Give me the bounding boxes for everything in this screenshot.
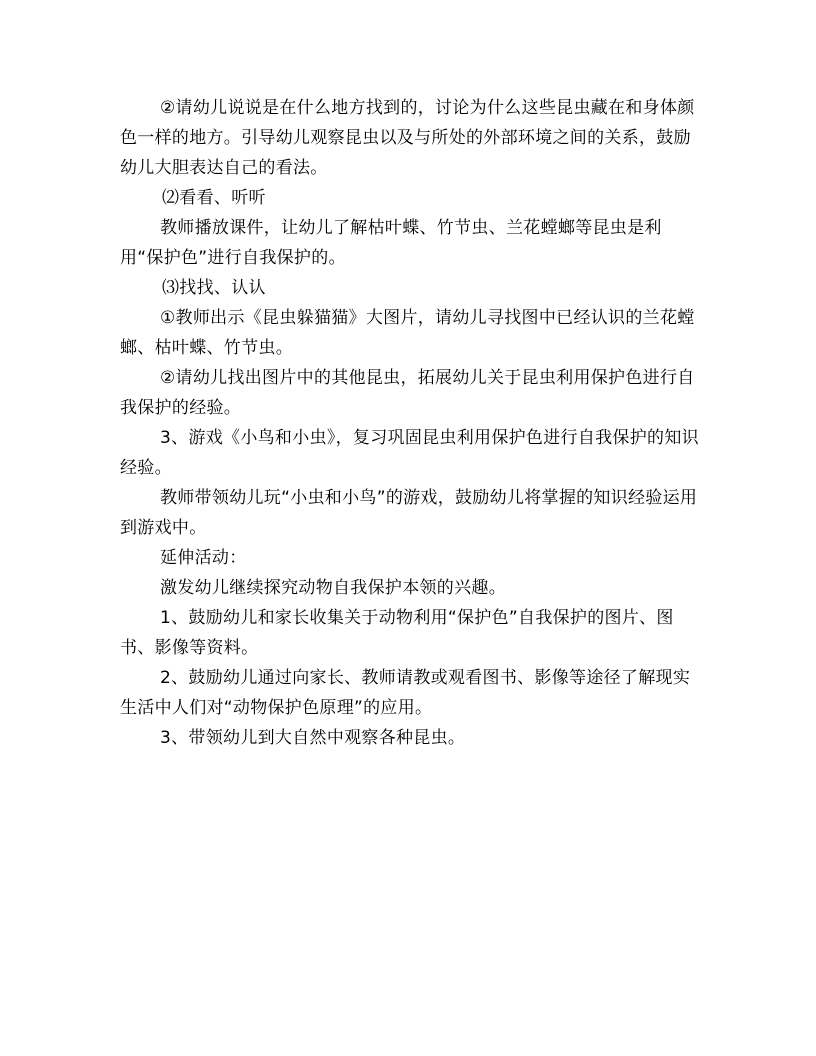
- paragraph-game-heading: 3、游戏《小鸟和小虫》，复习巩固昆虫利用保护色进行自我保护的知识经验。: [120, 428, 699, 478]
- paragraph-other-insects: ②请幼儿找出图片中的其他昆虫，拓展幼儿关于昆虫利用保护色进行自我保护的经验。: [120, 368, 695, 418]
- paragraph-question-location: ②请幼儿说说是在什么地方找到的，讨论为什么这些昆虫藏在和身体颜色一样的地方。引导幼儿观察昆虫以及与所处的外部环境之间的关系，鼓励幼儿大胆表达自己的看法。: [120, 98, 695, 178]
- list-item-observe-nature: 3、带领幼儿到大自然中观察各种昆虫。: [160, 728, 466, 748]
- paragraph-game-description: 教师带领幼儿玩“小虫和小鸟”的游戏，鼓励幼儿将掌握的知识经验运用到游戏中。: [120, 488, 698, 538]
- paragraph-hide-and-seek-picture: ①教师出示《昆虫躲猫猫》大图片，请幼儿寻找图中已经认识的兰花螳螂、枯叶蝶、竹节虫。: [120, 308, 695, 358]
- list-item-learn-applications: 2、鼓励幼儿通过向家长、教师请教或观看图书、影像等途径了解现实生活中人们对“动物保护色原理”的应用。: [120, 668, 691, 718]
- subheading-find-recognize: ⑶找找、认认: [162, 278, 266, 298]
- list-item-collect-materials: 1、鼓励幼儿和家长收集关于动物利用“保护色”自我保护的图片、图书、影像等资料。: [120, 608, 674, 658]
- subheading-extension-activity: 延伸活动：: [160, 548, 247, 568]
- paragraph-extension-goal: 激发幼儿继续探究动物自我保护本领的兴趣。: [160, 578, 506, 598]
- document-body: [120, 93, 700, 753]
- paragraph-courseware: 教师播放课件，让幼儿了解枯叶蝶、竹节虫、兰花螳螂等昆虫是利用“保护色”进行自我保护的。: [120, 218, 662, 268]
- subheading-look-listen: ⑵看看、听听: [162, 188, 266, 208]
